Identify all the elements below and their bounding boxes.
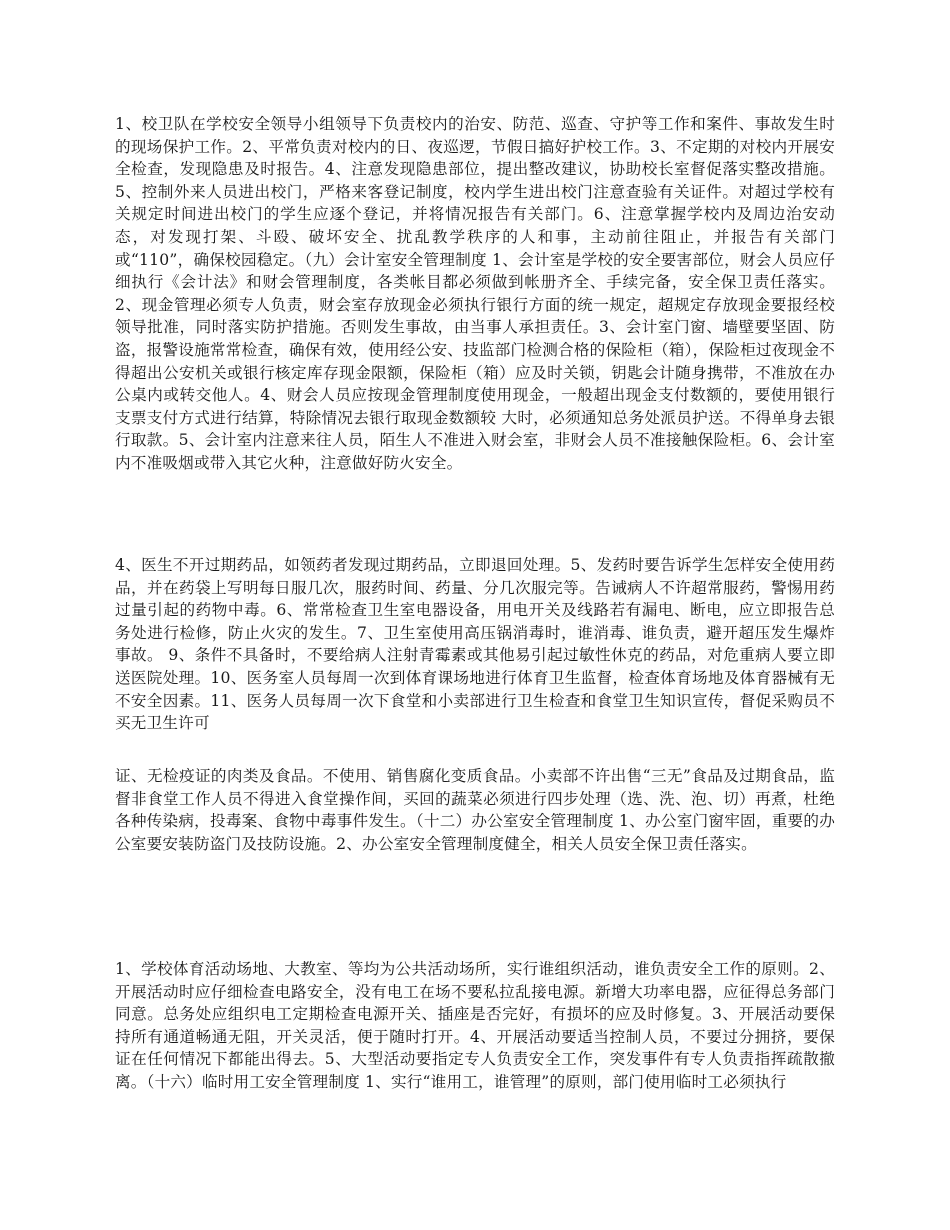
paragraph-school-guard-and-accounting: 1、校卫队在学校安全领导小组领导下负责校内的治安、防范、巡查、守护等工作和案件、事故发生时的现场保护工作。2、平常负责对校内的日、夜巡逻，节假日搞好护校工作。3、不定期的对校内开展安全检查，发现隐患及时报告。4、注意发现隐患部位，提出整改建议，协助校长室督促落实整改措施。5、控制外来人员进出校门，严格来客登记制度，校内学生进出校门注意查验有关证件。对超过学校有关规定时间进出校门的学生应逐个登记，并将情况报告有关部门。6、注意掌握学校内及周边治安动态，对发现打架、斗殴、破坏安全、扰乱教学秩序的人和事，主动前往阻止，并报告有关部门或“110”，确保校园稳定。（九）会计室安全管理制度 1、会计室是学校的安全要害部位，财会人员应仔细执行《会计法》和财会管理制度，各类帐目都必须做到帐册齐全、手续完备，安全保卫责任落实。2、现金管理必须专人负责，财会室存放现金必须执行银行方面的统一规定，超规定存放现金要报经校领导批准，同时落实防护措施。否则发生事故，由当事人承担责任。3、会计室门窗、墙壁要坚固、防盗，报警设施常常检查，确保有效，使用经公安、技监部门检测合格的保险柜（箱），保险柜过夜现金不得超出公安机关或银行核定库存现金限额，保险柜（箱）应及时关锁，钥匙会计随身携带，不准放在办公桌内或转交他人。4、财会人员应按现金管理制度使用现金，一般超出现金支付数额的，要使用银行支票支付方式进行结算，特除情况去银行取现金数额较 大时，必须通知总务处派员护送。不得单身去银行取款。5、会计室内注意来往人员，陌生人不准进入财会室，非财会人员不准接触保险柜。6、会计室内不准吸烟或带入其它火种，注意做好防火安全。 — [115, 115, 835, 472]
paragraph-food-and-office: 证、无检疫证的肉类及食品。不使用、销售腐化变质食品。小卖部不许出售“三无”食品及过期食品，监督非食堂工作人员不得进入食堂操作间，买回的蔬菜必须进行四步处理（选、洗、泡、切）再煮，杜绝各种传染病，投毒案、食物中毒事件发生。（十二）办公室安全管理制度 1、办公室门窗牢固，重要的办公室要安装防盗门及技防设施。2、办公室安全管理制度健全，相关人员安全保卫责任落实。 — [115, 767, 835, 853]
paragraph-medical-room: 4、医生不开过期药品，如领药者发现过期药品，立即退回处理。5、发药时要告诉学生怎样安全使用药品，并在药袋上写明每日服几次，服药时间、药量、分几次服完等。告诫病人不许超常服药，警惕用药过量引起的药物中毒。6、常常检查卫生室电器设备，用电开关及线路若有漏电、断电，应立即报告总务处进行检修，防止火灾的发生。7、卫生室使用高压锅消毒时，谁消毒、谁负责，避开超压发生爆炸事故。 9、条件不具备时，不要给病人注射青霉素或其他易引起过敏性休克的药品，对危重病人要立即送医院处理。10、医务室人员每周一次到体育课场地进行体育卫生监督，检查体育场地及体育器械有无不安全因素。11、医务人员每周一次下食堂和小卖部进行卫生检查和食堂卫生知识宣传，督促采购员不买无卫生许可 — [115, 556, 835, 733]
paragraph-public-activity-venues: 1、学校体育活动场地、大教室、等均为公共活动场所，实行谁组织活动，谁负责安全工作的原则。2、开展活动时应仔细检查电路安全，没有电工在场不要私拉乱接电源。新增大功率电器，应征得总务部门同意。总务处应组织电工定期检查电源开关、插座是否完好，有损坏的应及时修复。3、开展活动要保持所有通道畅通无阻，开关灵活，便于随时打开。4、开展活动要适当控制人员，不要过分拥挤，要保证在任何情况下都能出得去。5、大型活动要指定专人负责安全工作，突发事件有专人负责指挥疏散撤离。（十六）临时用工安全管理制度 1、实行“谁用工，谁管理”的原则，部门使用临时工必须执行 — [115, 960, 835, 1091]
